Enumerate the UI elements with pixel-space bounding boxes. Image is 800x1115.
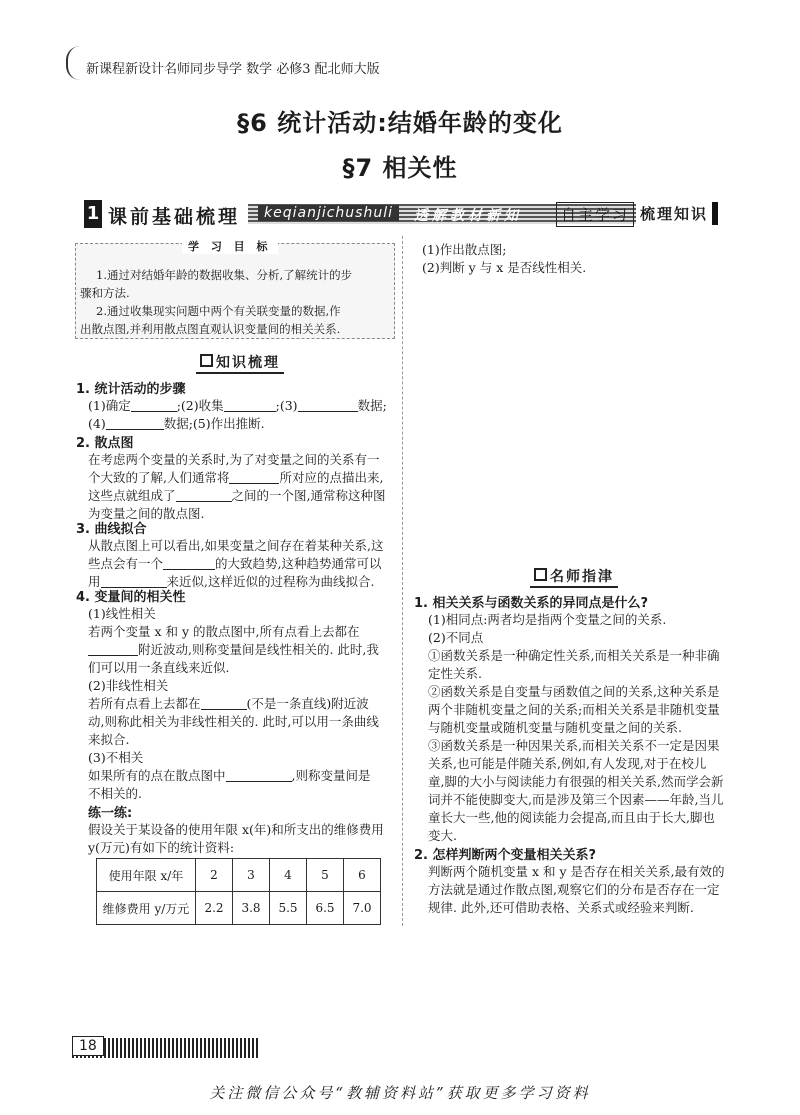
goal-2-line-2: 出散点图,并利用散点图直观认识变量间的相关关系.: [80, 322, 341, 336]
guide-q1-line: ②函数关系是自变量与函数值之间的关系,这种关系是: [428, 684, 720, 699]
table-row-header: 使用年限 x/年: [97, 859, 196, 892]
table-row-header: 维修费用 y/万元: [97, 892, 196, 925]
table-row: [97, 892, 381, 925]
guide-heading: 名师指津: [530, 566, 618, 588]
banner-number: 1: [84, 200, 102, 228]
banner-pinyin: keqianjichushuli: [258, 205, 399, 221]
fitting-line-2: 些点会有一个 的大致趋势,这种趋势通常可以: [88, 556, 382, 571]
section-banner: [84, 200, 724, 228]
scatter-line-2: 个大致的了解,人们通常将 所对应的点描出来,: [88, 470, 384, 485]
table-cell: 6.5: [307, 892, 344, 925]
step-line-2: (4) 数据;(5)作出推断.: [88, 416, 265, 431]
banner-tag-review: 梳理知识: [636, 202, 718, 225]
table-cell: 5.5: [270, 892, 307, 925]
scatter-line-4: 为变量之间的散点图.: [88, 506, 205, 521]
guide-q1-line: 定性关系.: [428, 666, 482, 681]
guide-q1-line: 变大.: [428, 828, 457, 843]
scatter-section-title: 2. 散点图: [76, 436, 134, 451]
knowledge-heading: 知识梳理: [196, 352, 284, 374]
goal-2-line-1: 2.通过收集现实问题中两个有关联变量的数据,作: [96, 304, 341, 318]
guide-q2-line: 判断两个随机变量 x 和 y 是否存在相关关系,最有效的: [428, 864, 725, 879]
guide-q1-title: 1. 相关关系与函数关系的异同点是什么?: [414, 596, 649, 611]
exercise-line-1: 假设关于某设备的使用年限 x(年)和所支出的维修费用: [88, 822, 384, 837]
step-section-title: 1. 统计活动的步骤: [76, 382, 186, 397]
correlation-section-title: 4. 变量间的相关性: [76, 590, 186, 605]
header-ornament: [66, 46, 82, 80]
guide-q2-title: 2. 怎样判断两个变量相关关系?: [414, 848, 597, 863]
banner-tag-self-study: 自主学习: [556, 202, 634, 227]
guide-q1-line: 词并不能使脚变大,而是涉及第三个因素——年龄,当儿: [428, 792, 724, 807]
nonlinear-subtitle: (2)非线性相关: [88, 678, 169, 693]
nonlinear-line-1: 若所有点看上去都在 (不是一条直线)附近波: [88, 696, 369, 711]
fitting-line-3: 用 来近似,这样近似的过程称为曲线拟合.: [88, 574, 375, 589]
linear-line-2: 附近波动,则称变量间是线性相关的. 此时,我: [88, 640, 379, 659]
table-row: [97, 859, 381, 892]
book-icon: [200, 354, 213, 367]
guide-q2-line: 方法就是通过作散点图,观察它们的分布是否存在一定: [428, 882, 720, 897]
linear-line-1: 若两个变量 x 和 y 的散点图中,所有点看上去都在: [88, 624, 360, 639]
guide-q1-line: (1)相同点:两者均是指两个变量之间的关系.: [428, 612, 667, 627]
footer-note: 关注微信公众号“教辅资料站”获取更多学习资料: [209, 1084, 591, 1102]
scatter-line-1: 在考虑两个变量的关系时,为了对变量之间的关系有一: [88, 452, 380, 467]
guide-q1-line: 与随机变量或随机变量与随机变量之间的关系.: [428, 720, 682, 735]
exercise-question-1: (1)作出散点图;: [422, 242, 507, 257]
table-cell: 3.8: [233, 892, 270, 925]
guide-q1-line: ①函数关系是一种确定性关系,而相关关系是一种非确: [428, 648, 720, 663]
exercise-line-2: y(万元)有如下的统计资料:: [88, 840, 235, 855]
table-cell: 3: [233, 859, 270, 892]
column-divider: [402, 236, 403, 926]
learning-goals-heading: 学 习 目 标: [182, 238, 278, 254]
banner-title: 课前基础梳理: [108, 206, 241, 228]
uncorrelated-line-2: 不相关的.: [88, 786, 142, 801]
linear-subtitle: (1)线性相关: [88, 606, 156, 621]
uncorrelated-line-1: 如果所有的点在散点图中 ,则称变量间是: [88, 768, 371, 783]
table-cell: 5: [307, 859, 344, 892]
nonlinear-line-2: 动,则称此相关为非线性相关的. 此时,可以用一条曲线: [88, 714, 379, 729]
table-cell: 2: [196, 859, 233, 892]
banner-slogan: 透解教材新知: [414, 208, 522, 224]
scatter-line-3: 这些点就组成了 之间的一个图,通常称这种图: [88, 488, 386, 503]
table-cell: 7.0: [344, 892, 381, 925]
exercise-data-table: [96, 858, 381, 925]
guide-q1-line: 童长大一些,他的阅读能力会提高,而且由于长大,脚也: [428, 810, 715, 825]
guide-q1-line: 两个非随机变量之间的关系;而相关关系是非随机变量: [428, 702, 720, 717]
guide-q1-line: 童,脚的大小与阅读能力有很强的相关关系,然而学会新: [428, 774, 724, 789]
page-number: 18: [72, 1036, 104, 1056]
linear-line-3: 们可以用一条直线来近似.: [88, 660, 230, 675]
exercise-question-2: (2)判断 y 与 x 是否线性相关.: [422, 260, 587, 275]
table-cell: 6: [344, 859, 381, 892]
goal-1-line-1: 1.通过对结婚年龄的数据收集、分析,了解统计的步: [96, 268, 353, 282]
section-6-title: §6 统计活动:结婚年龄的变化: [237, 109, 563, 137]
goal-1-line-2: 骤和方法.: [80, 286, 130, 300]
table-cell: 4: [270, 859, 307, 892]
book-icon: [534, 568, 547, 581]
uncorrelated-subtitle: (3)不相关: [88, 750, 144, 765]
exercise-title: 练一练:: [88, 806, 133, 821]
guide-q1-line: (2)不同点: [428, 630, 484, 645]
guide-q1-line: ③函数关系是一种因果关系,而相关关系不一定是因果: [428, 738, 720, 753]
guide-q1-line: 关系,也可能是伴随关系,例如,有人发现,对于在校儿: [428, 756, 707, 771]
step-line-1: (1)确定 ;(2)收集 ;(3) 数据;: [88, 398, 387, 413]
table-cell: 2.2: [196, 892, 233, 925]
section-7-title: §7 相关性: [342, 154, 458, 182]
fitting-line-1: 从散点图上可以看出,如果变量之间存在着某种关系,这: [88, 538, 384, 553]
guide-q2-line: 规律. 此外,还可借助表格、关系式或经验来判断.: [428, 900, 694, 915]
nonlinear-line-3: 来拟合.: [88, 732, 130, 747]
running-header: 新课程新设计名师同步导学 数学 必修3 配北师大版: [86, 62, 380, 77]
fitting-section-title: 3. 曲线拟合: [76, 522, 147, 537]
